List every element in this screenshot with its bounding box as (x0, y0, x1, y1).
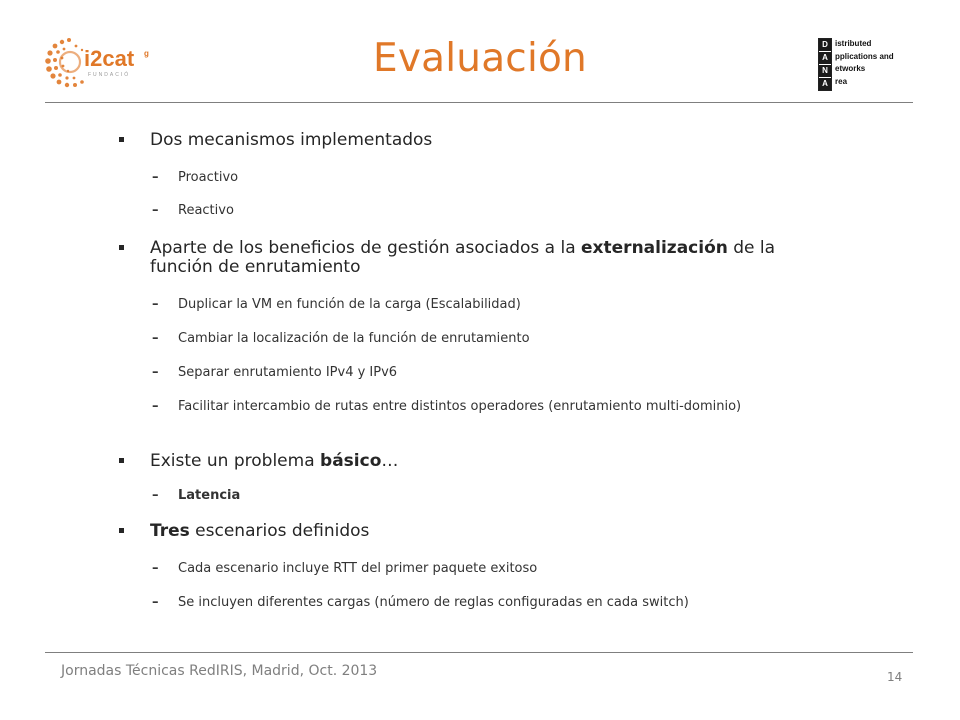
bullet-text-bold: básico (320, 451, 382, 471)
bullet-2 (150, 239, 830, 277)
slide-title: Evaluación (373, 36, 587, 81)
bullet-text-post: … (381, 451, 399, 471)
dash-marker: – (152, 365, 159, 380)
svg-text:i2cat: i2cat (84, 46, 135, 71)
dash-marker: – (152, 399, 159, 414)
dana-letters (818, 38, 832, 91)
sub-bullet (152, 561, 818, 576)
dash-marker: – (152, 297, 159, 312)
sub-bullet (152, 170, 818, 185)
bullet-text-pre: Existe un problema (150, 451, 321, 471)
dana-word: pplications and (835, 51, 894, 61)
bullet-3 (150, 452, 830, 471)
bullet-marker (119, 137, 124, 142)
sub-bullet-text: Cambiar la localización de la función de enrutamiento (178, 331, 530, 346)
bullet-text-bold: Tres (150, 521, 190, 541)
page-number: 14 (887, 670, 903, 684)
dana-logo (818, 38, 894, 91)
sub-bullet-text: Separar enrutamiento IPv4 y IPv6 (178, 365, 398, 380)
sub-bullet (152, 331, 818, 346)
bullet-marker (119, 528, 124, 533)
bullet-text-pre: Aparte de los beneficios de gestión asociados a la (150, 238, 582, 258)
dana-word: istributed (835, 39, 872, 48)
dash-marker: – (152, 561, 159, 576)
svg-text:g: g (144, 49, 149, 58)
bullet-text-post: de la función de enrutamiento (150, 238, 776, 277)
bullet-text-bold: externalización (581, 238, 728, 258)
dana-words (832, 38, 894, 91)
sub-bullet (152, 203, 818, 218)
dana-word: etworks (835, 64, 866, 73)
sub-bullet-text: Reactivo (178, 203, 234, 218)
sub-bullet-text: Proactivo (178, 170, 239, 185)
footer-divider (45, 652, 913, 653)
sub-bullet (152, 399, 818, 414)
sub-bullet (152, 488, 818, 503)
dash-marker: – (152, 170, 159, 185)
sub-bullet (152, 365, 818, 380)
dana-word: rea (835, 76, 848, 86)
dash-marker: – (152, 488, 159, 503)
dana-letter: D (819, 39, 831, 51)
footer-text: Jornadas Técnicas RedIRIS, Madrid, Oct. 2013 (61, 663, 378, 679)
bullet-text-post: escenarios definidos (189, 521, 370, 541)
sub-bullet (152, 595, 818, 610)
bullet-marker (119, 458, 124, 463)
sub-bullet-text: Latencia (178, 488, 241, 503)
dash-marker: – (152, 331, 159, 346)
dana-letter: N (819, 64, 831, 77)
bullet-marker (119, 245, 124, 250)
dana-letter: A (819, 77, 831, 90)
sub-bullet-text: Facilitar intercambio de rutas entre distintos operadores (enrutamiento multi-dominio) (178, 399, 742, 414)
bullet-1 (150, 131, 830, 150)
sub-bullet-text: Se incluyen diferentes cargas (número de reglas configuradas en cada switch) (178, 595, 689, 610)
dash-marker: – (152, 595, 159, 610)
svg-text:FUNDACIÓ: FUNDACIÓ (88, 72, 131, 78)
bullet-4 (150, 522, 830, 541)
sub-bullet (152, 297, 818, 312)
sub-bullet-text: Cada escenario incluye RTT del primer paquete exitoso (178, 561, 538, 576)
bullet-text: Dos mecanismos implementados (150, 130, 433, 150)
title-divider (45, 102, 913, 103)
dash-marker: – (152, 203, 159, 218)
dana-letter: A (819, 51, 831, 64)
sub-bullet-text: Duplicar la VM en función de la carga (Escalabilidad) (178, 297, 521, 312)
